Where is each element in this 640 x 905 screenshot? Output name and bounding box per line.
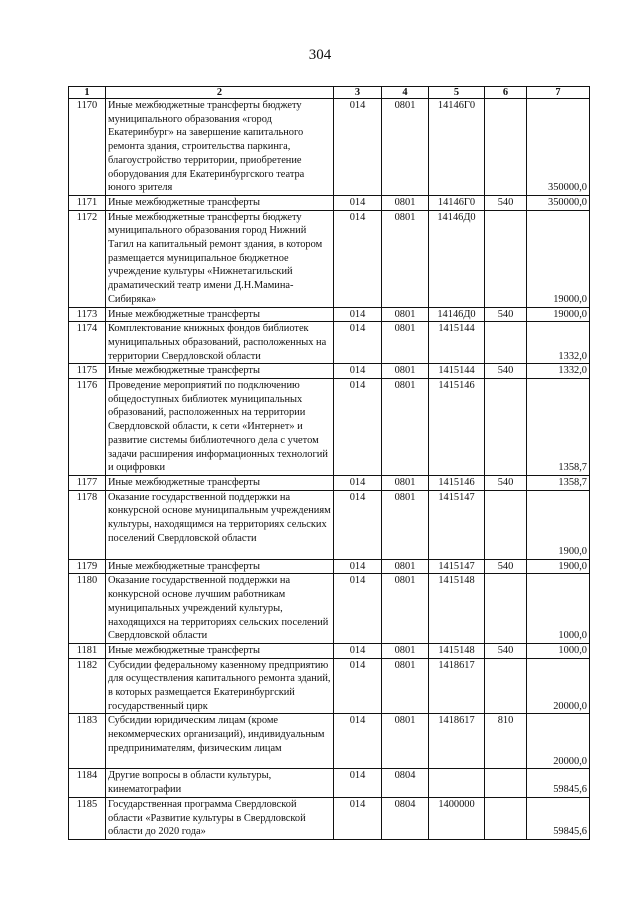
row-name: Иные межбюджетные трансферты (106, 307, 334, 322)
row-amount: 1332,0 (527, 364, 590, 379)
row-number: 1175 (69, 364, 106, 379)
row-target-code: 14146Г0 (429, 195, 485, 210)
row-amount: 350000,0 (527, 195, 590, 210)
header-col-3: 3 (334, 87, 382, 99)
row-target-code: 1418617 (429, 714, 485, 769)
row-name: Иные межбюджетные трансферты бюджету муниципального образования город Нижний Тагил на капитальный ремонт здания, в котором размещается муниципальное бюджетное учреждение культуры «Нижнетагильский драматический театр имени Д.Н.Мамина-Сибиряка» (106, 210, 334, 307)
table-row (69, 307, 590, 322)
table-row (69, 210, 590, 307)
row-ministry-code: 014 (334, 364, 382, 379)
row-target-code: 1418617 (429, 658, 485, 714)
row-section-code: 0801 (382, 195, 429, 210)
header-col-5: 5 (429, 87, 485, 99)
row-ministry-code: 014 (334, 769, 382, 797)
row-target-code: 14146Д0 (429, 210, 485, 307)
row-section-code: 0804 (382, 769, 429, 797)
row-ministry-code: 014 (334, 714, 382, 769)
table-row (69, 490, 590, 559)
header-row (69, 87, 590, 99)
row-expense-type (485, 379, 527, 476)
budget-table (68, 86, 590, 840)
row-section-code: 0801 (382, 714, 429, 769)
row-section-code: 0801 (382, 307, 429, 322)
row-expense-type: 540 (485, 307, 527, 322)
table-row (69, 364, 590, 379)
header-col-7: 7 (527, 87, 590, 99)
row-amount: 20000,0 (527, 658, 590, 714)
row-expense-type: 540 (485, 364, 527, 379)
row-name: Иные межбюджетные трансферты (106, 559, 334, 574)
row-target-code: 1415148 (429, 574, 485, 644)
table-row (69, 658, 590, 714)
row-target-code: 1415144 (429, 364, 485, 379)
row-number: 1177 (69, 475, 106, 490)
table-row (69, 797, 590, 839)
row-number: 1178 (69, 490, 106, 559)
row-name: Субсидии федеральному казенному предприятию для осуществления капитального ремонта зданий, в которых размещается Екатеринбургский государственный цирк (106, 658, 334, 714)
row-target-code: 1415146 (429, 475, 485, 490)
row-expense-type (485, 490, 527, 559)
row-expense-type: 540 (485, 195, 527, 210)
row-expense-type (485, 769, 527, 797)
row-number: 1171 (69, 195, 106, 210)
row-section-code: 0801 (382, 364, 429, 379)
row-ministry-code: 014 (334, 643, 382, 658)
table-row (69, 475, 590, 490)
row-target-code: 1415147 (429, 490, 485, 559)
row-amount: 1332,0 (527, 322, 590, 364)
header-col-6: 6 (485, 87, 527, 99)
row-ministry-code: 014 (334, 490, 382, 559)
row-amount: 1900,0 (527, 559, 590, 574)
row-section-code: 0804 (382, 797, 429, 839)
table-row (69, 714, 590, 769)
table-body (69, 99, 590, 840)
row-amount: 20000,0 (527, 714, 590, 769)
row-ministry-code: 014 (334, 797, 382, 839)
row-amount: 1358,7 (527, 475, 590, 490)
row-name: Другие вопросы в области культуры, кинематографии (106, 769, 334, 797)
row-ministry-code: 014 (334, 322, 382, 364)
row-target-code (429, 769, 485, 797)
row-section-code: 0801 (382, 475, 429, 490)
row-target-code: 1415144 (429, 322, 485, 364)
row-name: Иные межбюджетные трансферты (106, 195, 334, 210)
row-section-code: 0801 (382, 99, 429, 196)
row-number: 1183 (69, 714, 106, 769)
row-expense-type (485, 99, 527, 196)
row-number: 1182 (69, 658, 106, 714)
row-name: Иные межбюджетные трансферты (106, 475, 334, 490)
header-col-2: 2 (106, 87, 334, 99)
row-name: Комплектование книжных фондов библиотек муниципальных образований, расположенных на территории Свердловской области (106, 322, 334, 364)
row-name: Оказание государственной поддержки на конкурсной основе лучшим работникам муниципальных учреждений культуры, находящихся на территориях сельских поселений Свердловской области (106, 574, 334, 644)
row-number: 1176 (69, 379, 106, 476)
row-expense-type: 540 (485, 559, 527, 574)
row-number: 1173 (69, 307, 106, 322)
row-expense-type: 810 (485, 714, 527, 769)
row-ministry-code: 014 (334, 475, 382, 490)
table-row (69, 643, 590, 658)
row-name: Проведение мероприятий по подключению общедоступных библиотек муниципальных образований, расположенных на территории Свердловской области, к сети «Интернет» и развитие системы библиотечного дела с учетом задачи расширения информационных технологий и оцифровки (106, 379, 334, 476)
row-expense-type (485, 322, 527, 364)
row-number: 1174 (69, 322, 106, 364)
row-ministry-code: 014 (334, 99, 382, 196)
row-section-code: 0801 (382, 210, 429, 307)
row-number: 1170 (69, 99, 106, 196)
row-expense-type: 540 (485, 475, 527, 490)
row-name: Иные межбюджетные трансферты (106, 364, 334, 379)
row-amount: 59845,6 (527, 797, 590, 839)
row-amount: 19000,0 (527, 307, 590, 322)
row-section-code: 0801 (382, 559, 429, 574)
row-target-code: 1415148 (429, 643, 485, 658)
row-number: 1179 (69, 559, 106, 574)
row-number: 1180 (69, 574, 106, 644)
row-expense-type (485, 210, 527, 307)
row-name: Субсидии юридическим лицам (кроме некоммерческих организаций), индивидуальным предпринимателям, физическим лицам (106, 714, 334, 769)
header-col-1: 1 (69, 87, 106, 99)
row-ministry-code: 014 (334, 559, 382, 574)
table-row (69, 322, 590, 364)
table-row (69, 559, 590, 574)
row-name: Оказание государственной поддержки на конкурсной основе муниципальным учреждениям культуры, находящимся на территориях сельских поселений Свердловской области (106, 490, 334, 559)
row-target-code: 14146Д0 (429, 307, 485, 322)
row-target-code: 1400000 (429, 797, 485, 839)
row-section-code: 0801 (382, 379, 429, 476)
row-number: 1181 (69, 643, 106, 658)
row-ministry-code: 014 (334, 195, 382, 210)
row-section-code: 0801 (382, 490, 429, 559)
row-expense-type (485, 658, 527, 714)
row-ministry-code: 014 (334, 210, 382, 307)
row-section-code: 0801 (382, 658, 429, 714)
row-number: 1185 (69, 797, 106, 839)
row-section-code: 0801 (382, 322, 429, 364)
row-target-code: 1415147 (429, 559, 485, 574)
table-row (69, 379, 590, 476)
row-name: Иные межбюджетные трансферты (106, 643, 334, 658)
table-row (69, 195, 590, 210)
row-target-code: 14146Г0 (429, 99, 485, 196)
table-row (69, 574, 590, 644)
row-ministry-code: 014 (334, 379, 382, 476)
row-ministry-code: 014 (334, 574, 382, 644)
row-section-code: 0801 (382, 574, 429, 644)
row-expense-type (485, 797, 527, 839)
row-expense-type: 540 (485, 643, 527, 658)
row-target-code: 1415146 (429, 379, 485, 476)
row-ministry-code: 014 (334, 658, 382, 714)
row-amount: 19000,0 (527, 210, 590, 307)
row-section-code: 0801 (382, 643, 429, 658)
row-amount: 350000,0 (527, 99, 590, 196)
row-ministry-code: 014 (334, 307, 382, 322)
row-amount: 1000,0 (527, 574, 590, 644)
table-row (69, 769, 590, 797)
table-row (69, 99, 590, 196)
row-name: Иные межбюджетные трансферты бюджету муниципального образования «город Екатеринбург» на завершение капитального ремонта здания, строительства паркинга, благоустройство территории, приобретение оборудования для Екатеринбургского театра юного зрителя (106, 99, 334, 196)
row-number: 1184 (69, 769, 106, 797)
row-amount: 1358,7 (527, 379, 590, 476)
page-number: 304 (308, 47, 332, 63)
row-expense-type (485, 574, 527, 644)
row-amount: 59845,6 (527, 769, 590, 797)
header-col-4: 4 (382, 87, 429, 99)
row-amount: 1900,0 (527, 490, 590, 559)
row-number: 1172 (69, 210, 106, 307)
row-amount: 1000,0 (527, 643, 590, 658)
row-name: Государственная программа Свердловской области «Развитие культуры в Свердловской области до 2020 года» (106, 797, 334, 839)
